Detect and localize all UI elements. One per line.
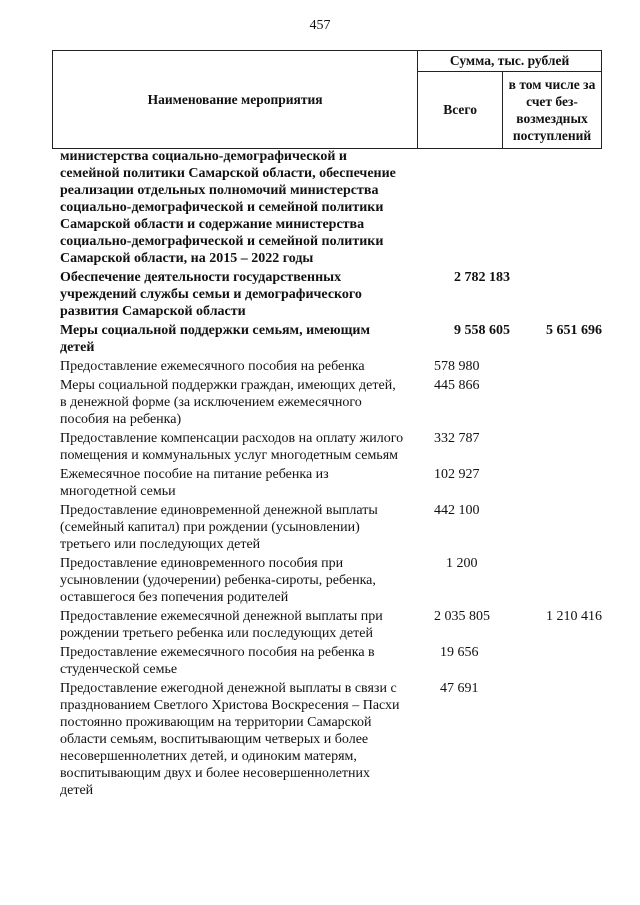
- page-number: 457: [309, 18, 331, 33]
- row-total: 1 200: [446, 556, 478, 571]
- row-name: Предоставление единовременной денежной выплаты (семейный капитал) при рождении (усыновлении) третьего или последующих детей: [60, 503, 378, 552]
- table-row: [60, 555, 620, 606]
- table-row: [60, 608, 620, 642]
- table-row: [60, 148, 620, 267]
- row-name: Предоставление ежемесячного пособия на ребенка: [60, 359, 365, 374]
- header-name-column: Наименование мероприятия: [53, 51, 418, 149]
- row-name: Предоставление ежегодной денежной выплаты в связи с празднованием Светлого Христова Воскресения – Пасхи постоянно проживающим на территории Самарской области семьям, воспитывающим четверых и более несовершеннолетних детей, и одиноким матерям, воспитывающим двух и более несовершеннолетних детей: [60, 681, 400, 798]
- table-row: [60, 377, 620, 428]
- row-name: Предоставление ежемесячного пособия на ребенка в студенческой семье: [60, 645, 375, 677]
- table-row: [60, 269, 620, 320]
- row-name: Меры социальной поддержки семьям, имеющим детей: [60, 323, 371, 355]
- row-total: 9 558 605: [454, 323, 510, 338]
- row-total: 445 866: [434, 378, 480, 393]
- row-name: Предоставление единовременного пособия при усыновлении (удочерении) ребенка-сироты, ребенка, оставшегося без попечения родителей: [60, 556, 376, 605]
- table-row: [60, 644, 620, 678]
- table-row: [60, 322, 620, 356]
- row-name: Меры социальной поддержки граждан, имеющих детей, в денежной форме (за исключением ежемесячного пособия на ребенка): [60, 378, 396, 427]
- table-row: [60, 502, 620, 553]
- row-name: Предоставление компенсации расходов на оплату жилого помещения и коммунальных услуг многодетным семьям: [60, 431, 404, 463]
- row-incl: 1 210 416: [546, 609, 602, 624]
- table-header: [52, 50, 602, 149]
- row-total: 102 927: [434, 467, 480, 482]
- row-total: 2 035 805: [434, 609, 490, 624]
- row-total: 47 691: [440, 681, 479, 696]
- table-row: [60, 430, 620, 464]
- row-name: министерства социально-демографической и семейной политики Самарской области, обеспечение реализации отдельных полномочий министерства социально-демографической и семейной политики Самарской области и содержание министерства социально-демографической и семейной политики Самарской области, на 2015 – 2022 годы: [60, 149, 396, 266]
- row-total: 2 782 183: [454, 270, 510, 285]
- row-name: Предоставление ежемесячной денежной выплаты при рождении третьего ребенка или последующих детей: [60, 609, 383, 641]
- row-total: 442 100: [434, 503, 480, 518]
- header-incl-column: в том числе за счет без-возмездных поступлений: [503, 72, 602, 149]
- row-name: Ежемесячное пособие на питание ребенка из многодетной семьи: [60, 467, 329, 499]
- header-sum-column: Сумма, тыс. рублей: [418, 51, 602, 72]
- row-total: 19 656: [440, 645, 479, 660]
- table-row: [60, 680, 620, 799]
- row-total: 332 787: [434, 431, 480, 446]
- row-incl: 5 651 696: [546, 323, 602, 338]
- table-body: [60, 148, 620, 801]
- header-total-column: Всего: [418, 72, 503, 149]
- table-row: [60, 358, 620, 375]
- row-name: Обеспечение деятельности государственных учреждений службы семьи и демографического развития Самарской области: [60, 270, 362, 319]
- table-row: [60, 466, 620, 500]
- row-total: 578 980: [434, 359, 480, 374]
